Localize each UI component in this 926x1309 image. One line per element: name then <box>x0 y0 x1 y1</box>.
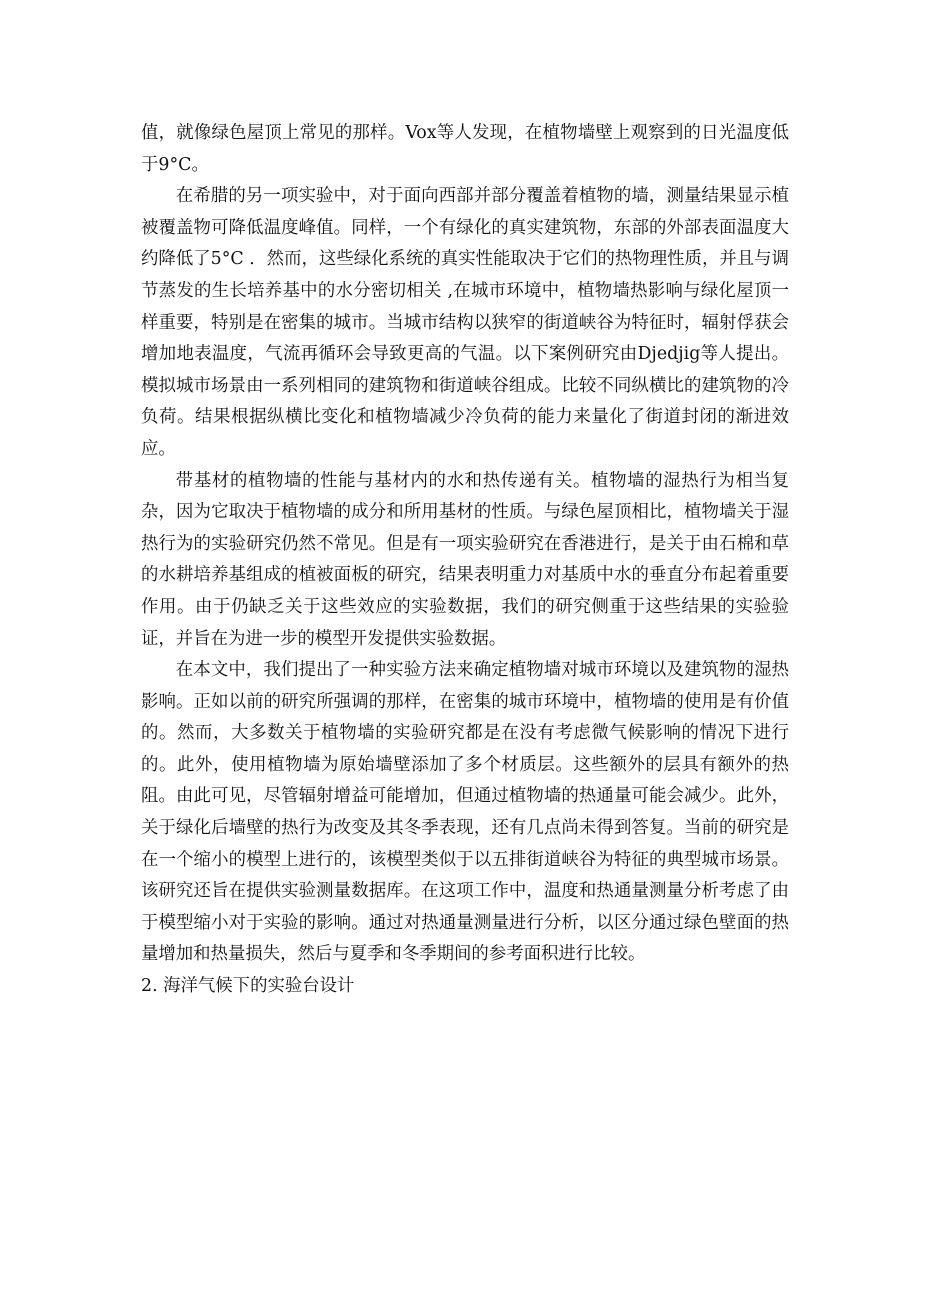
paragraph-this-paper: 在本文中，我们提出了一种实验方法来确定植物墙对城市环境以及建筑物的湿热影响。正如以前的研究所强调的那样，在密集的城市环境中，植物墙的使用是有价值的。然而，大多数关于植物墙的实验研究都是在没有考虑微气候影响的情况下进行的。此外，使用植物墙为原始墙壁添加了多个材质层。这些额外的层具有额外的热阻。由此可见，尽管辐射增益可能增加，但通过植物墙的热通量可能会减少。此外，关于绿化后墙壁的热行为改变及其冬季表现，还有几点尚未得到答复。当前的研究是在一个缩小的模型上进行的，该模型类似于以五排街道峡谷为特征的典型城市场景。该研究还旨在提供实验测量数据库。在这项工作中，温度和热通量测量分析考虑了由于模型缩小对于实验的影响。通过对热通量测量进行分析，以区分通过绿色壁面的热量增加和热量损失，然后与夏季和冬季期间的参考面积进行比较。 <box>141 660 789 965</box>
document-page <box>141 118 789 1003</box>
paragraph-continuation: 值，就像绿色屋顶上常见的那样。Vox等人发现，在植物墙壁上观察到的日光温度低于9°C。 <box>141 123 789 175</box>
paragraph-substrate-performance: 带基材的植物墙的性能与基材内的水和热传递有关。植物墙的湿热行为相当复杂，因为它取决于植物墙的成分和所用基材的性质。与绿色屋顶相比，植物墙关于湿热行为的实验研究仍然不常见。但是有一项实验研究在香港进行，是关于由石棉和草的水耕培养基组成的植被面板的研究，结果表明重力对基质中水的垂直分布起着重要作用。由于仍缺乏关于这些效应的实验数据，我们的研究侧重于这些结果的实验验证，并旨在为进一步的模型开发提供实验数据。 <box>141 470 789 649</box>
section-heading: 2. 海洋气候下的实验台设计 <box>141 976 355 997</box>
paragraph-greece-experiment: 在希腊的另一项实验中，对于面向西部并部分覆盖着植物的墙，测量结果显示植被覆盖物可降低温度峰值。同样，一个有绿化的真实建筑物，东部的外部表面温度大约降低了5°C ．然而，这些绿化系统的真实性能取决于它们的热物理性质，并且与调节蒸发的生长培养基中的水分密切相关 ,在城市环境中，植物墙热影响与绿化屋顶一样重要，特别是在密集的城市。当城市结构以狭窄的街道峡谷为特征时，辐射俘获会增加地表温度，气流再循环会导致更高的气温。以下案例研究由Djedjig等人提出。模拟城市场景由一系列相同的建筑物和街道峡谷组成。比较不同纵横比的建筑物的冷负荷。结果根据纵横比变化和植物墙减少冷负荷的能力来量化了街道封闭的渐进效应。 <box>141 186 789 459</box>
